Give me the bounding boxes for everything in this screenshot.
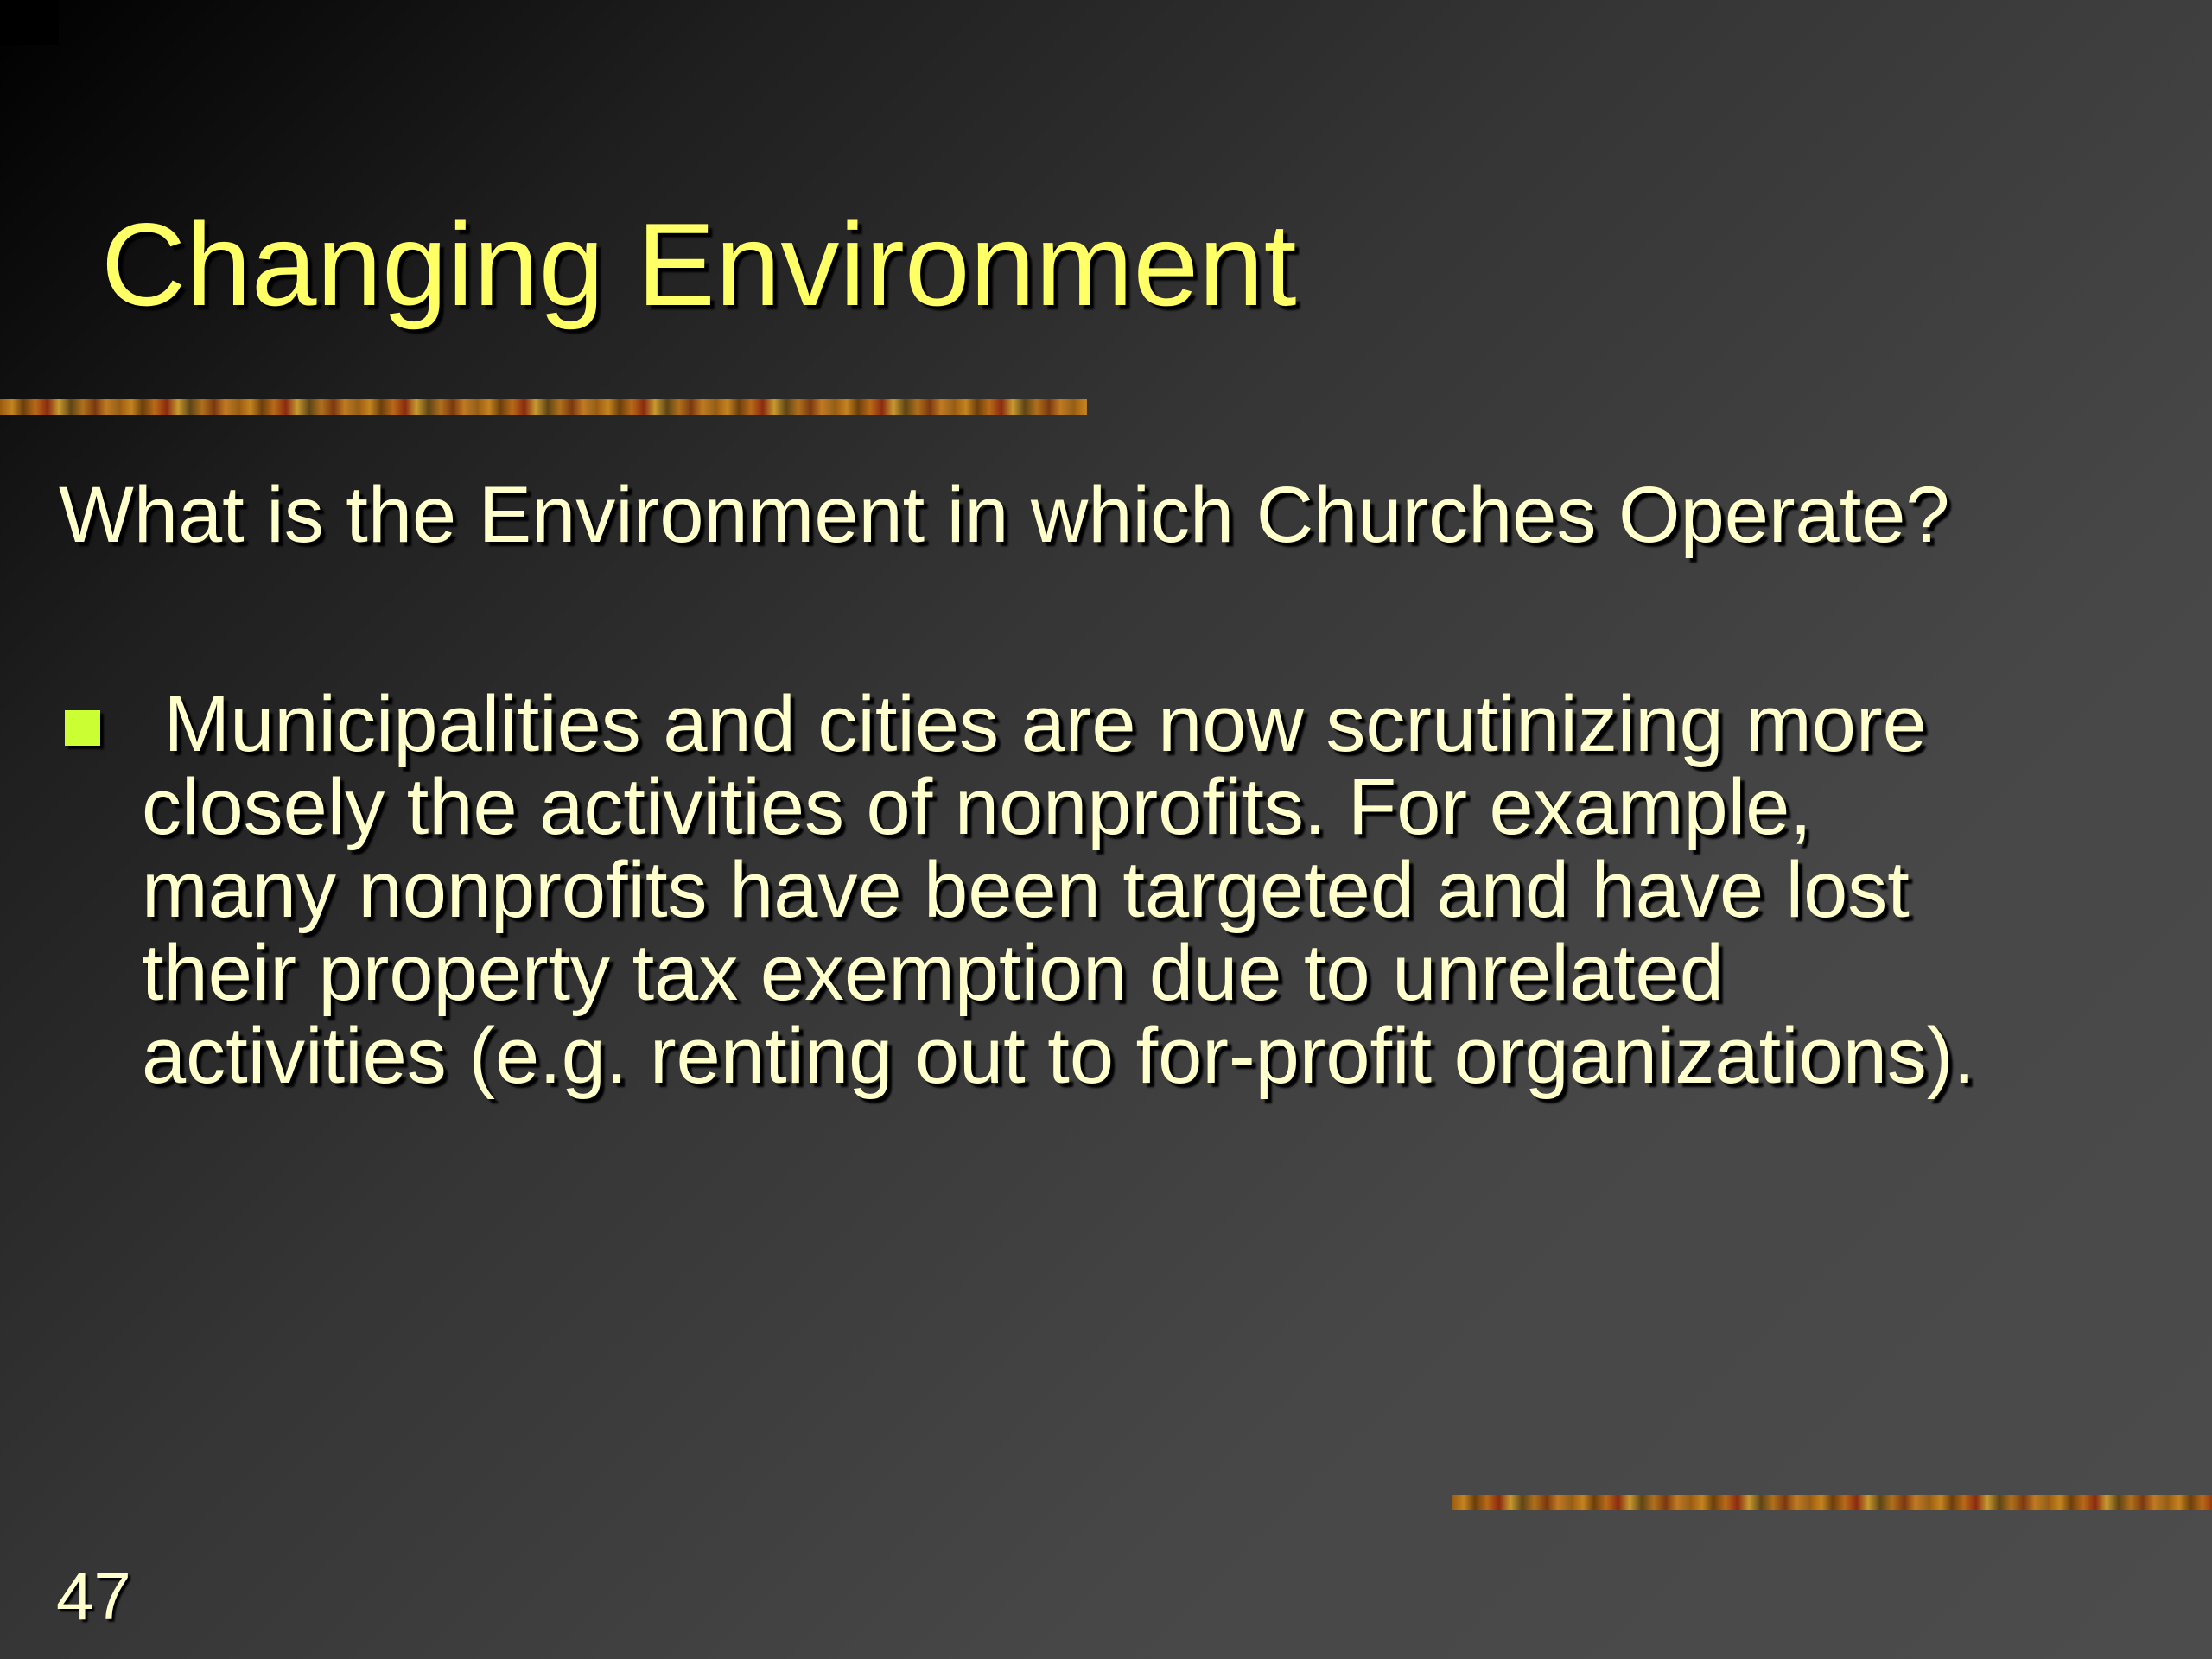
square-bullet-icon	[65, 710, 100, 746]
bullet-line: many nonprofits have been targeted and have lost	[142, 846, 1910, 934]
bullet-text	[142, 680, 2198, 1100]
corner-mark	[0, 0, 59, 45]
decorative-rule-bottom	[1452, 1495, 2212, 1510]
bullet-line: activities (e.g. renting out to for-profit organizations).	[142, 1012, 1976, 1100]
decorative-rule-top	[0, 399, 1087, 415]
slide-title: Changing Environment	[101, 199, 1297, 330]
bullet-line: their property tax exemption due to unrelated	[142, 929, 1724, 1017]
bullet-line: closely the activities of nonprofits. For example,	[142, 763, 1812, 851]
slide-number: 47	[56, 1558, 131, 1634]
bullet-line: Municipalities and cities are now scrutinizing more	[142, 680, 1927, 768]
slide-subtitle: What is the Environment in which Churches Operate?	[59, 471, 1950, 559]
